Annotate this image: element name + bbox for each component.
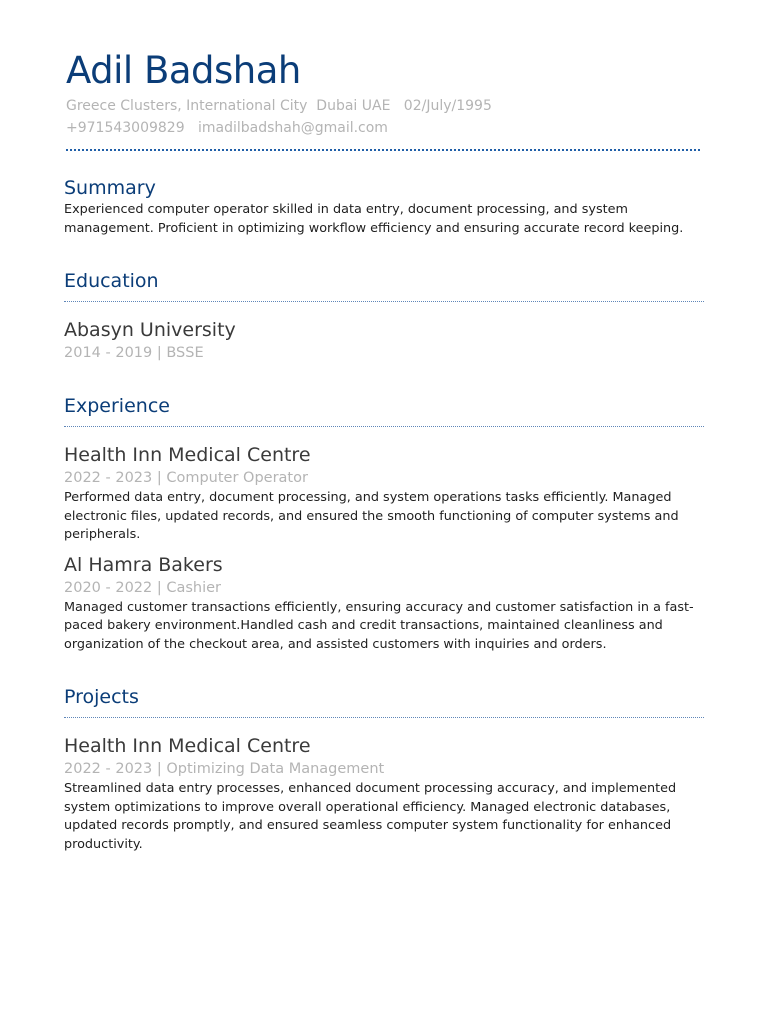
experience-meta: 2022 - 2023 | Computer Operator <box>64 470 308 486</box>
experience-company: Health Inn Medical Centre <box>64 444 311 466</box>
experience-section <box>64 393 704 654</box>
experience-company: Al Hamra Bakers <box>64 553 223 576</box>
project-entry <box>64 734 704 854</box>
project-name: Health Inn Medical Centre <box>64 735 311 757</box>
experience-divider <box>64 426 704 427</box>
candidate-name: Adil Badshah <box>66 49 301 92</box>
education-title: Education <box>64 270 159 292</box>
summary-section <box>64 175 704 238</box>
experience-entry <box>64 553 704 655</box>
project-meta: 2022 - 2023 | Optimizing Data Management <box>64 761 385 777</box>
header-divider <box>66 149 700 151</box>
projects-title: Projects <box>64 686 139 708</box>
projects-section <box>64 684 704 854</box>
contact-line: +971543009829 imadilbadshah@gmail.com <box>66 120 388 136</box>
project-description: Streamlined data entry processes, enhanced document processing accuracy, and implemented system optimizations to improve overall operational efficiency. Managed electronic databases, updated records promptly, and ensured seamless computer system functionality for enhanced productivity. <box>64 781 677 852</box>
experience-description: Performed data entry, document processing, and system operations tasks efficiently. Managed electronic files, updated records, and ensured the smooth functioning of computer systems and peripherals. <box>64 490 679 542</box>
education-entry <box>64 318 704 364</box>
experience-title: Experience <box>64 395 170 417</box>
experience-entry <box>64 443 704 545</box>
resume-header <box>66 48 700 139</box>
projects-divider <box>64 717 704 718</box>
summary-title: Summary <box>64 177 156 199</box>
education-section <box>64 268 704 364</box>
summary-text: Experienced computer operator skilled in data entry, document processing, and system management. Proficient in optimizing workflow efficiency and ensuring accurate record keeping. <box>64 202 684 236</box>
experience-meta: 2020 - 2022 | Cashier <box>64 579 222 596</box>
education-meta: 2014 - 2019 | BSSE <box>64 345 204 361</box>
resume-content <box>64 175 704 854</box>
institution-name: Abasyn University <box>64 319 236 341</box>
education-divider <box>64 301 704 302</box>
experience-description: Managed customer transactions efficiently, ensuring accuracy and customer satisfaction in a fast-paced bakery environment.Handled cash and credit transactions, maintained cleanliness and organization of the checkout area, and assisted customers with inquiries and orders. <box>64 599 694 652</box>
address-line: Greece Clusters, International City Dubai UAE 02/July/1995 <box>66 98 492 114</box>
